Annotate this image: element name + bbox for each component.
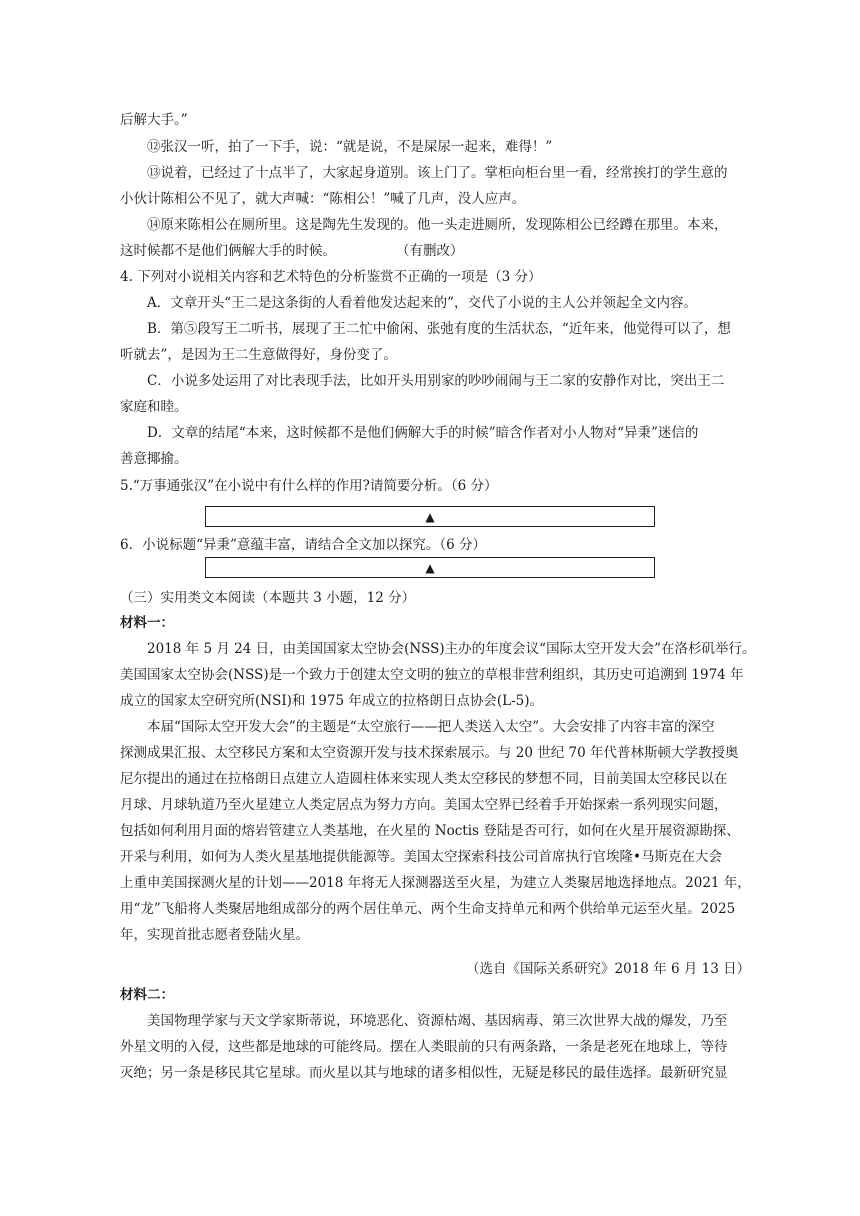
material-1-paragraph-2-line-6: 开采与利用，如何为人类火星基地提供能源等。美国太空探索科技公司首席执行官埃隆•马斯克在大会 bbox=[120, 849, 722, 865]
material-1-paragraph-2-line-8: 用“龙”飞船将人类聚居地组成部分的两个居住单元、两个生命支持单元和两个供给单元运至火星。2025 bbox=[120, 901, 736, 917]
question-5-stem: 5.“万事通张汉”在小说中有什么样的作用?请简要分析。（6 分） bbox=[120, 478, 498, 494]
material-2-paragraph-1-line-1: 美国物理学家与天文学家斯蒂说，环境恶化、资源枯竭、基因病毒、第三次世界大战的爆发，乃至 bbox=[147, 1013, 728, 1029]
material-1-heading: 材料一： bbox=[120, 615, 174, 631]
question-4-option-b-line-1: B．第⑤段写王二听书，展现了王二忙中偷闲、张弛有度的生活状态，“近年来，他觉得可以了，想 bbox=[147, 321, 731, 337]
material-1-paragraph-1-line-2: 美国国家太空协会(NSS)是一个致力于创建太空文明的独立的草根非营利组织，其历史可追溯到 1974 年 bbox=[120, 667, 744, 683]
question-6-stem: 6．小说标题“异秉”意蕴丰富，请结合全文加以探究。（6 分） bbox=[120, 537, 487, 553]
material-1-source: （选自《国际关系研究》2018 年 6 月 13 日） bbox=[466, 961, 751, 977]
story-paragraph-12: ⑫张汉一听，拍了一下手，说：“就是说，不是屎尿一起来，难得！” bbox=[147, 139, 553, 155]
question-4-option-b-line-2: 听就去”，是因为王二生意做得好，身份变了。 bbox=[120, 347, 397, 363]
material-1-paragraph-2-line-9: 年，实现首批志愿者登陆火星。 bbox=[120, 927, 309, 943]
question-4-option-c-line-1: C．小说多处运用了对比表现手法，比如开头用别家的吵吵闹闹与王二家的安静作对比，突出王二 bbox=[147, 373, 725, 389]
revision-note: （有删改） bbox=[396, 243, 464, 259]
question-4-option-d-line-1: D．文章的结尾“本来，这时候都不是他们俩解大手的时候”暗含作者对小人物对“异秉”迷信的 bbox=[147, 425, 699, 441]
material-1-paragraph-2-line-5: 包括如何利用月面的熔岩管建立人类基地，在火星的 Noctis 登陆是否可行，如何在火星开展资源勘探、 bbox=[120, 823, 740, 839]
question-6-answer-box[interactable] bbox=[205, 557, 655, 578]
material-1-paragraph-2-line-3: 尼尔提出的通过在拉格朗日点建立人造圆柱体来实现人类太空移民的梦想不同，目前美国太空移民以在 bbox=[120, 771, 728, 787]
answer-placeholder-marker: ▲ bbox=[425, 509, 435, 524]
material-1-paragraph-2-line-2: 探测成果汇报、太空移民方案和太空资源开发与技术探索展示。与 20 世纪 70 年代普林斯顿大学教授奥 bbox=[120, 745, 739, 761]
question-5-answer-box[interactable] bbox=[205, 506, 655, 527]
question-4-stem: 4. 下列对小说相关内容和艺术特色的分析鉴赏不正确的一项是（3 分） bbox=[120, 269, 542, 285]
answer-placeholder-marker: ▲ bbox=[425, 560, 435, 575]
question-4-option-d-line-2: 善意揶揄。 bbox=[120, 451, 188, 467]
section-3-title: （三）实用类文本阅读（本题共 3 小题，12 分） bbox=[120, 590, 416, 606]
material-2-heading: 材料二： bbox=[120, 987, 174, 1003]
story-paragraph-14-line-2: 这时候都不是他们俩解大手的时候。 bbox=[120, 243, 336, 259]
question-4-option-a: A．文章开头“王二是这条街的人看着他发达起来的”，交代了小说的主人公并领起全文内容。 bbox=[147, 295, 698, 311]
story-paragraph-13-line-2: 小伙计陈相公不见了，就大声喊：“陈相公！”喊了几声，没人应声。 bbox=[120, 191, 526, 207]
material-1-paragraph-1-line-1: 2018 年 5 月 24 日，由美国国家太空协会(NSS)主办的年度会议“国际太空开发大会”在洛杉矶举行。 bbox=[147, 641, 756, 657]
material-1-paragraph-2-line-4: 月球、月球轨道乃至火星建立人类定居点为努力方向。美国太空界已经着手开始探索一系列现实问题， bbox=[120, 797, 728, 813]
story-line-1: 后解大手。” bbox=[120, 112, 188, 128]
question-4-option-c-line-2: 家庭和睦。 bbox=[120, 399, 188, 415]
material-2-paragraph-1-line-3: 灭绝；另一条是移民其它星球。而火星以其与地球的诸多相似性，无疑是移民的最佳选择。最新研究显 bbox=[120, 1065, 728, 1081]
story-paragraph-13-line-1: ⑬说着，已经过了十点半了，大家起身道别。该上门了。掌柜向柜台里一看，经常挨打的学生意的 bbox=[147, 165, 728, 181]
material-1-paragraph-2-line-7: 上重申美国探测火星的计划——2018 年将无人探测器送至火星，为建立人类聚居地选择地点。2021 年， bbox=[120, 875, 751, 891]
story-paragraph-14-line-1: ⑭原来陈相公在厕所里。这是陶先生发现的。他一头走进厕所，发现陈相公已经蹲在那里。本来， bbox=[147, 217, 728, 233]
material-1-paragraph-1-line-3: 成立的国家太空研究所(NSI)和 1975 年成立的拉格朗日点协会(L-5)。 bbox=[120, 693, 544, 709]
material-1-paragraph-2-line-1: 本届“国际太空开发大会”的主题是“太空旅行——把人类送入太空”。大会安排了内容丰富的深空 bbox=[147, 719, 715, 735]
material-2-paragraph-1-line-2: 外星文明的入侵，这些都是地球的可能终局。摆在人类眼前的只有两条路，一条是老死在地球上，等待 bbox=[120, 1039, 728, 1055]
